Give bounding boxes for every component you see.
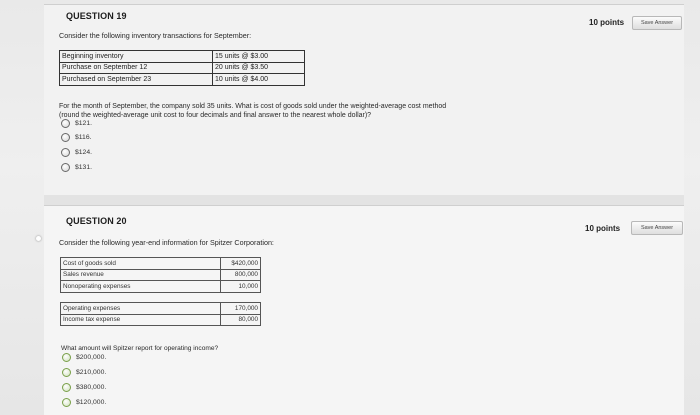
question-19-prompt: Consider the following inventory transactions for September:	[59, 31, 252, 40]
question-19-points: 10 points	[589, 18, 625, 27]
table-cell-label: Purchase on September 12	[60, 62, 213, 74]
table-cell-value: 20 units @ $3.50	[213, 62, 305, 74]
table-cell-value: 800,000	[221, 269, 261, 281]
radio-button[interactable]	[61, 148, 70, 157]
answer-option[interactable]	[61, 148, 92, 157]
save-answer-button[interactable]: Save Answer	[631, 221, 683, 235]
answer-option-label: $121.	[75, 120, 93, 127]
answer-option-label: $380,000.	[76, 384, 107, 391]
table-cell-label: Nonoperating expenses	[61, 281, 221, 293]
table-cell-value: 10 units @ $4.00	[213, 74, 305, 86]
table-row	[61, 303, 261, 315]
table-cell-label: Income tax expense	[61, 314, 221, 326]
table-cell-label: Operating expenses	[61, 303, 221, 315]
inventory-table	[59, 50, 305, 86]
answer-option-label: $210,000.	[76, 369, 107, 376]
question-20-points: 10 points	[585, 224, 621, 233]
answer-option-label: $116.	[75, 134, 92, 141]
table-row	[60, 62, 305, 74]
question-19-line-1: For the month of September, the company sold 35 units. What is cost of goods sold under the weighted-average cost method	[59, 103, 447, 110]
question-19-text	[59, 103, 679, 120]
financial-table	[60, 257, 261, 293]
answer-option[interactable]	[61, 133, 92, 142]
answer-option-label: $200,000.	[76, 354, 107, 361]
answer-option[interactable]	[62, 383, 106, 392]
table-row	[61, 281, 261, 293]
table-row	[61, 269, 261, 281]
answer-option-label: $120,000.	[76, 399, 107, 406]
table-cell-value: 80,000	[221, 314, 261, 326]
radio-button[interactable]	[61, 133, 70, 142]
answer-option[interactable]	[62, 368, 106, 377]
question-20-title: QUESTION 20	[66, 216, 127, 226]
radio-button[interactable]	[61, 119, 70, 128]
table-cell-label: Sales revenue	[61, 269, 221, 281]
question-20-text: What amount will Spitzer report for operating income?	[61, 345, 219, 352]
table-cell-value: 15 units @ $3.00	[213, 51, 305, 63]
question-20-prompt: Consider the following year-end information for Spitzer Corporation:	[59, 238, 274, 247]
answer-option[interactable]	[61, 119, 92, 128]
table-cell-value: 10,000	[221, 281, 261, 293]
answer-option[interactable]	[62, 353, 106, 362]
radio-button[interactable]	[62, 368, 71, 377]
table-row	[61, 258, 261, 270]
answer-option-label: $124.	[75, 149, 93, 156]
question-separator	[44, 195, 684, 205]
answer-option[interactable]	[61, 163, 92, 172]
radio-button[interactable]	[62, 383, 71, 392]
table-row	[61, 314, 261, 326]
radio-button[interactable]	[62, 353, 71, 362]
save-answer-button[interactable]: Save Answer	[632, 16, 682, 30]
table-row	[60, 74, 305, 86]
table-cell-value: 170,000	[221, 303, 261, 315]
bullet-icon	[36, 236, 41, 241]
answer-option-label: $131.	[75, 164, 93, 171]
table-row	[60, 51, 305, 63]
radio-button[interactable]	[62, 398, 71, 407]
table-cell-value: $420,000	[221, 258, 261, 270]
answer-option[interactable]	[62, 398, 106, 407]
question-19-line-2: (round the weighted-average unit cost to four decimals and final answer to the nearest whole dollar)?	[59, 111, 372, 119]
table-cell-label: Cost of goods sold	[61, 258, 221, 270]
table-cell-label: Purchased on September 23	[60, 74, 213, 86]
financial-table	[60, 302, 261, 326]
table-cell-label: Beginning inventory	[60, 51, 213, 63]
question-19-title: QUESTION 19	[66, 11, 127, 21]
radio-button[interactable]	[61, 163, 70, 172]
